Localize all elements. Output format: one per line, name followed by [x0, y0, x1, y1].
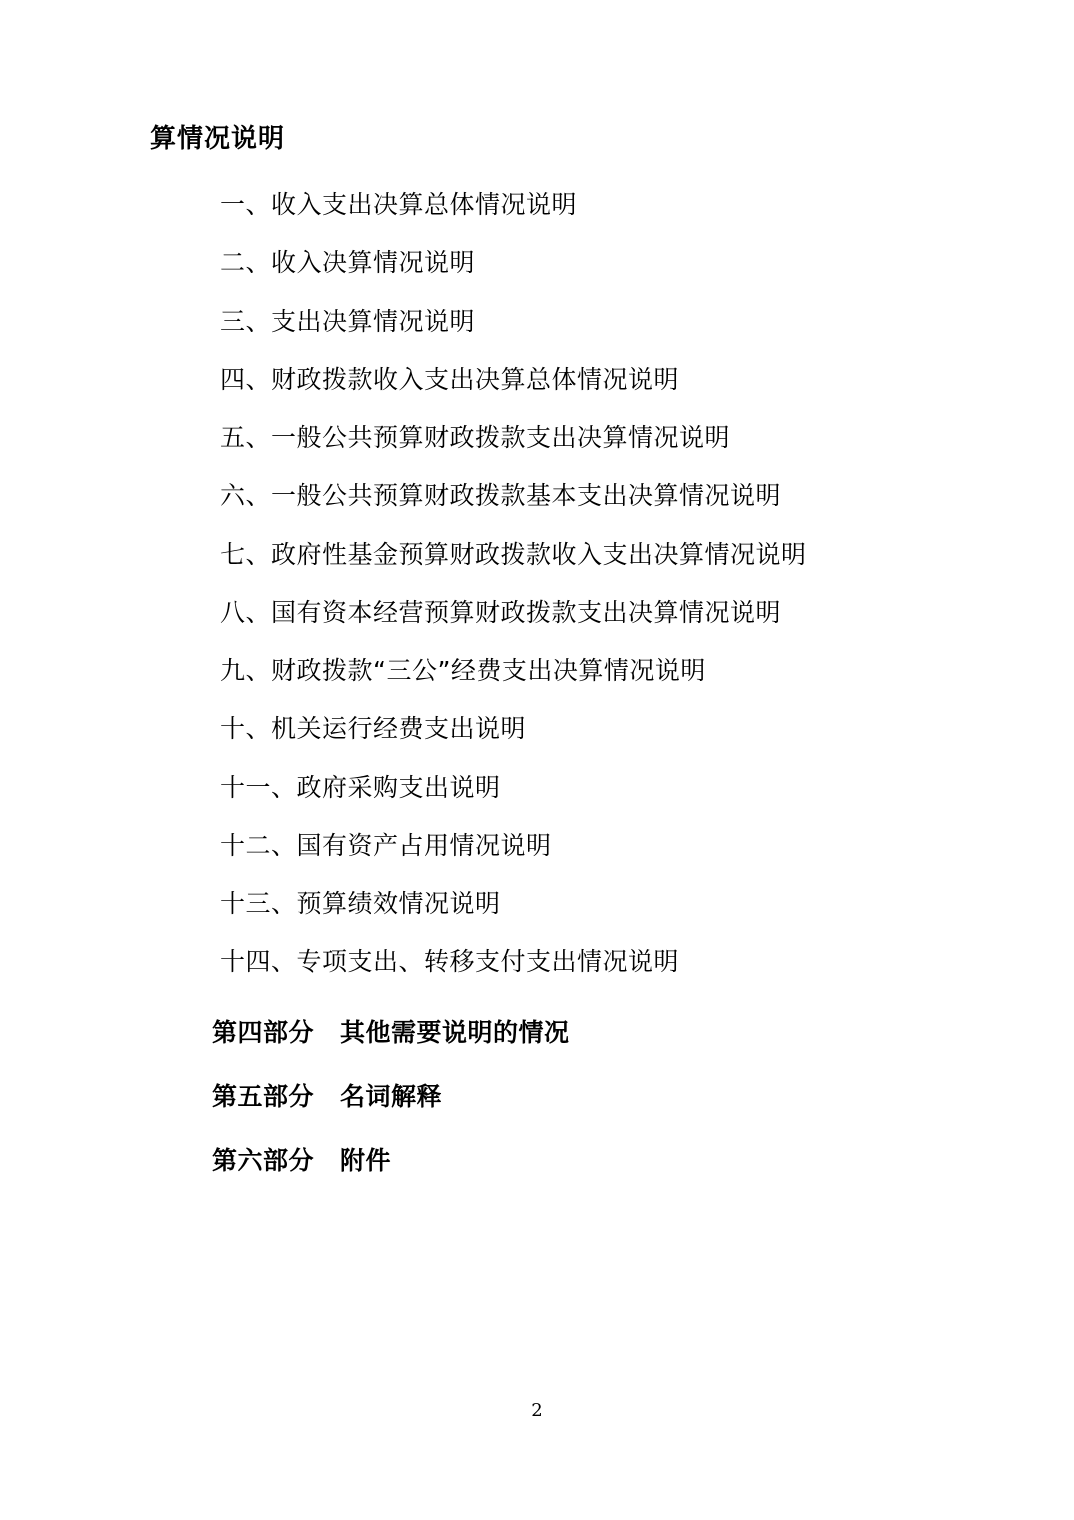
page-title: 算情况说明: [150, 124, 286, 154]
part-entry: [150, 1015, 950, 1051]
toc-item: 七、政府性基金预算财政拨款收入支出决算情况说明: [220, 539, 807, 569]
toc-item: 四、财政拨款收入支出决算总体情况说明: [220, 364, 680, 394]
part-label: 第六部分: [212, 1146, 315, 1175]
toc-item: 六、一般公共预算财政拨款基本支出决算情况说明: [220, 481, 782, 511]
toc-item: 八、国有资本经营预算财政拨款支出决算情况说明: [220, 597, 782, 627]
part-title: 其他需要说明的情况: [340, 1017, 570, 1047]
part-entry: [150, 1143, 950, 1179]
toc-item: 二、收入决算情况说明: [220, 248, 476, 278]
part-label: 第五部分: [212, 1081, 315, 1111]
toc-item: 十一、政府采购支出说明: [220, 772, 501, 802]
page-number: 2: [531, 1400, 543, 1421]
toc-item: 十四、专项支出、转移支付支出情况说明: [220, 947, 680, 977]
part-title: 附件: [340, 1146, 392, 1175]
toc-item: 三、支出决算情况说明: [220, 306, 476, 336]
part-section-list: [150, 1015, 950, 1180]
page-content: [150, 120, 950, 1207]
toc-item: 一、收入支出决算总体情况说明: [220, 190, 578, 219]
toc-item: 五、一般公共预算财政拨款支出决算情况说明: [220, 423, 731, 452]
part-label: 第四部分: [212, 1017, 315, 1047]
toc-item: 九、财政拨款“三公”经费支出决算情况说明: [220, 656, 706, 685]
toc-item: 十三、预算绩效情况说明: [220, 889, 501, 918]
toc-item: 十二、国有资产占用情况说明: [220, 830, 552, 860]
toc-item: 十、机关运行经费支出说明: [220, 714, 527, 744]
part-title: 名词解释: [340, 1081, 443, 1111]
part-entry: [150, 1079, 950, 1115]
table-of-contents: [150, 187, 950, 981]
